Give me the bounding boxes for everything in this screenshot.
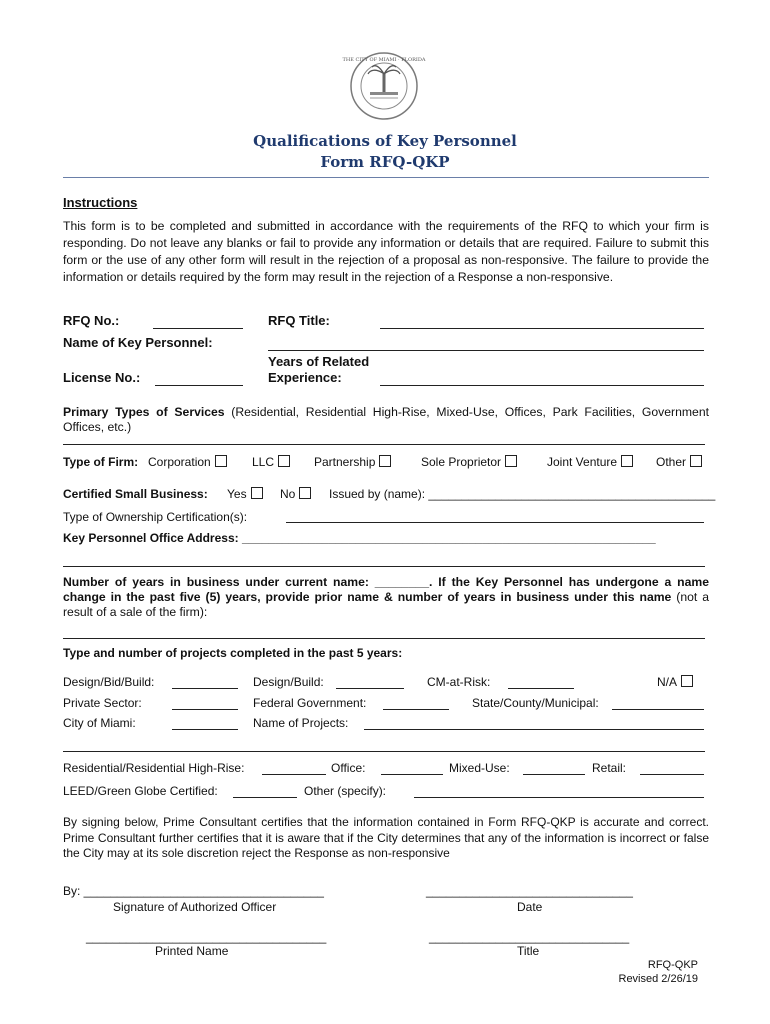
federal-government-label: Federal Government: <box>253 696 367 710</box>
yes-label: Yes <box>227 487 247 501</box>
printed-name-field[interactable]: ____________________________________ <box>86 930 327 944</box>
firm-other[interactable] <box>656 455 702 469</box>
design-bid-build-field[interactable] <box>172 688 238 689</box>
firm-option-label: Joint Venture <box>547 455 618 469</box>
other-specify-label: Other (specify): <box>304 784 387 798</box>
private-sector-label: Private Sector: <box>63 696 142 710</box>
small-business-no[interactable] <box>280 487 311 501</box>
title-field[interactable]: ______________________________ <box>429 930 630 944</box>
date-label: Date <box>517 900 543 914</box>
license-no-field[interactable] <box>155 385 243 386</box>
services-block <box>63 405 709 435</box>
services-detail: (Residential, Residential High-Rise, Mixed-Use, Offices, Park Facilities, Government Offices, etc.) <box>63 405 709 434</box>
firm-option-label: Other <box>656 455 687 469</box>
firm-joint-venture[interactable] <box>547 455 633 469</box>
office-address-field[interactable]: Key Personnel Office Address: ______________________________________________________________ <box>63 531 656 545</box>
form-title: Qualifications of Key Personnel <box>253 132 517 150</box>
key-personnel-field[interactable] <box>268 350 704 351</box>
years-experience-field[interactable] <box>380 385 704 386</box>
name-of-projects-label: Name of Projects: <box>253 716 349 730</box>
city-seal-logo <box>342 52 426 120</box>
ownership-label: Type of Ownership Certification(s): <box>63 510 248 524</box>
state-county-field[interactable] <box>612 709 704 710</box>
firm-option-label: Corporation <box>148 455 211 469</box>
rfq-title-field[interactable] <box>380 328 704 329</box>
design-build-field[interactable] <box>336 688 404 689</box>
city-of-miami-label: City of Miami: <box>63 716 136 730</box>
firm-partnership[interactable] <box>314 455 391 469</box>
footer-form-id: RFQ-QKP <box>647 959 698 971</box>
cm-at-risk-field[interactable] <box>508 688 574 689</box>
mixed-use-field[interactable] <box>523 774 585 775</box>
header-rule <box>63 177 709 178</box>
checkbox-icon[interactable] <box>278 455 290 467</box>
signature-field[interactable]: By: ____________________________________ <box>63 884 324 898</box>
checkbox-icon[interactable] <box>299 487 311 499</box>
checkbox-icon[interactable] <box>681 675 693 687</box>
city-of-miami-field[interactable] <box>172 729 238 730</box>
certification-text: By signing below, Prime Consultant certifies that the information contained in Form RFQ-QKP is accurate and correct. Prime Consultant further certifies that it is aware that if the City determines that any of the information is incorrect or false the City may at its sole discretion reject the Response as non-responsive <box>63 815 709 860</box>
state-county-label: State/County/Municipal: <box>472 696 599 710</box>
issued-by-field[interactable]: Issued by (name): ___________________________________________ <box>329 487 716 501</box>
design-bid-build-label: Design/Bid/Build: <box>63 675 155 689</box>
checkbox-icon[interactable] <box>215 455 227 467</box>
office-label: Office: <box>331 761 366 775</box>
design-build-label: Design/Build: <box>253 675 324 689</box>
residential-label: Residential/Residential High-Rise: <box>63 761 245 775</box>
checkbox-icon[interactable] <box>251 487 263 499</box>
projects-line-2[interactable] <box>63 751 705 752</box>
rfq-no-field[interactable] <box>153 328 243 329</box>
checkbox-icon[interactable] <box>379 455 391 467</box>
residential-field[interactable] <box>262 774 326 775</box>
ownership-field[interactable] <box>286 522 704 523</box>
years-business-block <box>63 575 709 620</box>
federal-government-field[interactable] <box>383 709 449 710</box>
mixed-use-label: Mixed-Use: <box>449 761 510 775</box>
address-line-2[interactable] <box>63 566 705 567</box>
signature-label: Signature of Authorized Officer <box>113 900 277 914</box>
title-label: Title <box>517 944 540 958</box>
no-label: No <box>280 487 296 501</box>
retail-field[interactable] <box>640 774 704 775</box>
license-no-label: License No.: <box>63 370 141 385</box>
firm-llc[interactable] <box>252 455 290 469</box>
seal-text: THE CITY OF MIAMI · FLORIDA <box>342 57 426 63</box>
small-business-yes[interactable] <box>227 487 263 501</box>
years-business-text: Number of years in business under current name: ________. If the Key Personnel has undergone a name change in the past five (5) years, provide prior name & number of years in business under this name <box>63 575 709 604</box>
firm-type-label: Type of Firm: <box>63 455 139 469</box>
key-personnel-label: Name of Key Personnel: <box>63 335 213 350</box>
small-business-label: Certified Small Business: <box>63 487 208 501</box>
name-of-projects-field[interactable] <box>364 729 704 730</box>
leed-field[interactable] <box>233 797 297 798</box>
other-specify-field[interactable] <box>414 797 704 798</box>
leed-label: LEED/Green Globe Certified: <box>63 784 218 798</box>
firm-option-label: Partnership <box>314 455 376 469</box>
private-sector-field[interactable] <box>172 709 238 710</box>
firm-option-label: LLC <box>252 455 275 469</box>
na-option[interactable] <box>657 675 693 689</box>
checkbox-icon[interactable] <box>621 455 633 467</box>
checkbox-icon[interactable] <box>505 455 517 467</box>
firm-corporation[interactable] <box>148 455 227 469</box>
firm-option-label: Sole Proprietor <box>421 455 502 469</box>
firm-type-row <box>63 455 138 469</box>
services-field[interactable] <box>63 444 705 445</box>
instructions-body: This form is to be completed and submitted in accordance with the requirements of the RFQ to which your firm is responding. Do not leave any blanks or fail to provide any information or details that are required. Failure to submit this form or the use of any other form will result in the rejection of a proposal as non-responsive. The failure to provide the information or details required by the form may result in the rejection of a Response a non-responsive. <box>63 219 709 284</box>
projects-heading: Type and number of projects completed in the past 5 years: <box>63 646 403 660</box>
years-related-label: Years of Related <box>268 354 370 369</box>
prior-name-field[interactable] <box>63 638 705 639</box>
date-field[interactable]: _______________________________ <box>426 884 633 898</box>
experience-label: Experience: <box>268 370 342 385</box>
years-business-note: (not a result of a sale of the firm): <box>63 590 709 619</box>
services-label: Primary Types of Services <box>63 405 225 419</box>
footer-revised: Revised 2/26/19 <box>618 973 698 985</box>
cm-at-risk-label: CM-at-Risk: <box>427 675 491 689</box>
office-field[interactable] <box>381 774 443 775</box>
firm-sole-proprietor[interactable] <box>421 455 517 469</box>
printed-name-label: Printed Name <box>155 944 229 958</box>
retail-label: Retail: <box>592 761 627 775</box>
form-subtitle: Form RFQ-QKP <box>320 153 450 171</box>
instructions-heading: Instructions <box>63 195 138 210</box>
rfq-no-label: RFQ No.: <box>63 313 120 328</box>
checkbox-icon[interactable] <box>690 455 702 467</box>
rfq-title-label: RFQ Title: <box>268 313 330 328</box>
na-label: N/A <box>657 675 678 689</box>
